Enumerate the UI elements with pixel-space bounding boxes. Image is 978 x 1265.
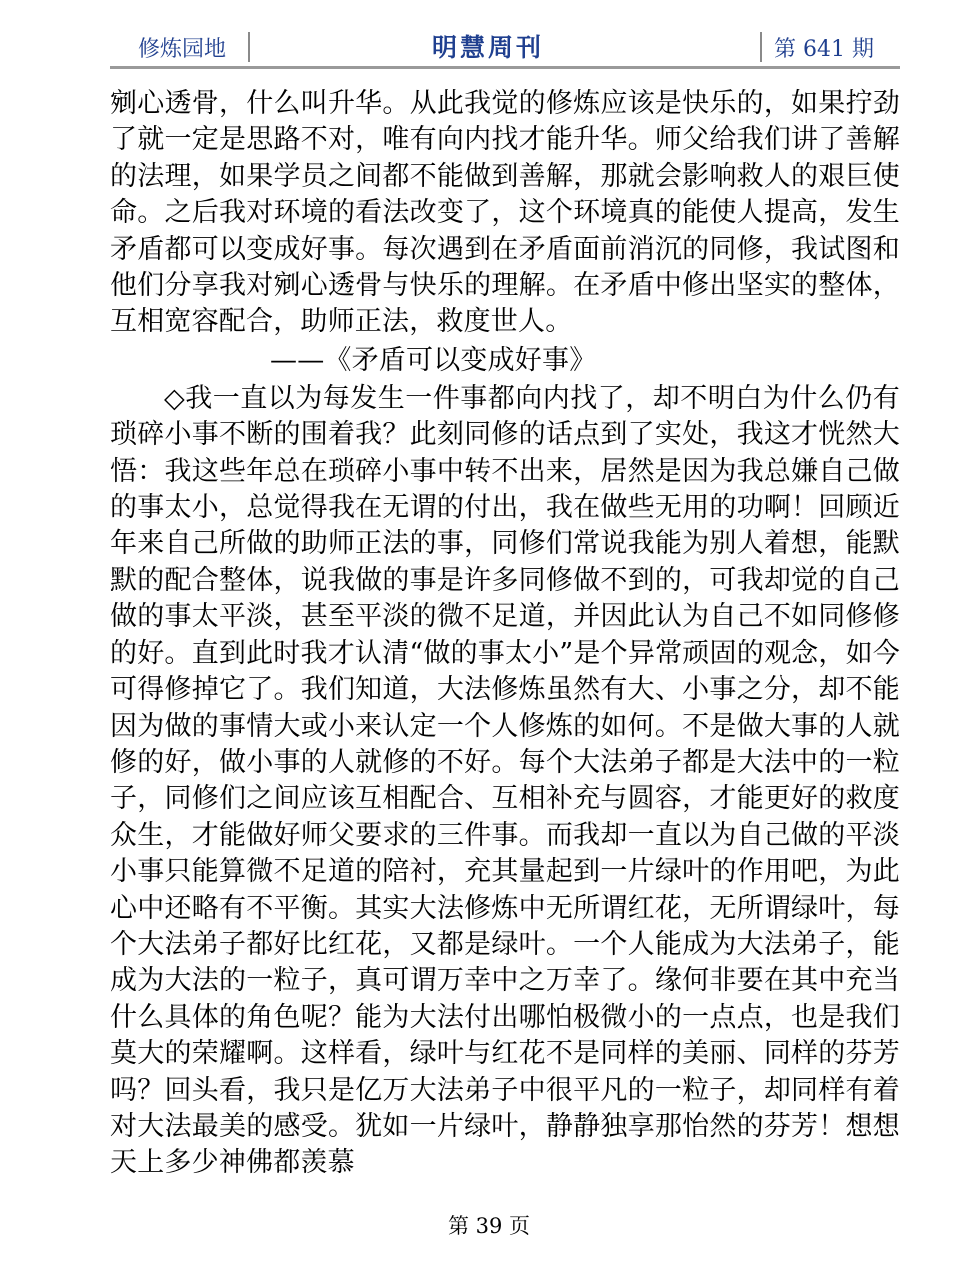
page-number: 第 39 页 <box>447 1214 531 1238</box>
publication-title: 明慧周刊 <box>432 33 545 62</box>
article-source-citation: ——《矛盾可以变成好事》 <box>270 344 597 376</box>
issue-number: 第 641 期 <box>774 37 874 62</box>
header-rule <box>110 66 900 69</box>
paragraph-1: 剜心透骨，什么叫升华。从此我觉的修炼应该是快乐的，如果拧劲了就一定是思路不对，唯有向内找才能升华。师父给我们讲了善解的法理，如果学员之间都不能做到善解，那就会影响救人的艰巨使命。之后我对环境的看法改变了，这个环境真的能使人提高，发生矛盾都可以变成好事。每次遇到在矛盾面前消沉的同修，我试图和他们分享我对剜心透骨与快乐的理解。在矛盾中修出坚实的整体，互相宽容配合，助师正法，救度世人。 <box>110 88 900 338</box>
section-label: 修炼园地 <box>138 37 227 62</box>
header-divider-right <box>760 32 762 62</box>
article-body <box>110 86 900 1182</box>
header-divider-left <box>248 32 250 62</box>
paragraph-2: ◇我一直以为每发生一件事都向内找了，却不明白为什么仍有琐碎小事不断的围着我？此刻同修的话点到了实处，我这才恍然大悟：我这些年总在琐碎小事中转不出来，居然是因为我总嫌自己做的事太小，总觉得我在无谓的付出，我在做些无用的功啊！回顾近年来自己所做的助师正法的事，同修们常说我能为别人着想，能默默的配合整体，说我做的事是许多同修做不到的，可我却觉的自己做的事太平淡，甚至平淡的微不足道，并因此认为自己不如同修修的好。直到此时我才认清“做的事太小”是个异常顽固的观念，如今可得修掉它了。我们知道，大法修炼虽然有大、小事之分，却不能因为做的事情大或小来认定一个人修炼的如何。不是做大事的人就修的好，做小事的人就修的不好。每个大法弟子都是大法中的一粒子，同修们之间应该互相配合、互相补充与圆容，才能更好的救度众生，才能做好师父要求的三件事。而我却一直以为自己做的平淡小事只能算微不足道的陪衬，充其量起到一片绿叶的作用吧，为此心中还略有不平衡。其实大法修炼中无所谓红花，无所谓绿叶，每个大法弟子都好比红花，又都是绿叶。一个人能成为大法弟子，能成为大法的一粒子，真可谓万幸中之万幸了。缘何非要在其中充当什么具体的角色呢？能为大法付出哪怕极微小的一点点，也是我们莫大的荣耀啊。这样看，绿叶与红花不是同样的美丽、同样的芬芳吗？回头看，我只是亿万大法弟子中很平凡的一粒子，却同样有着对大法最美的感受。犹如一片绿叶，静静独享那怡然的芬芳！想想天上多少神佛都羡慕 <box>110 382 900 1179</box>
page-header <box>110 28 900 68</box>
